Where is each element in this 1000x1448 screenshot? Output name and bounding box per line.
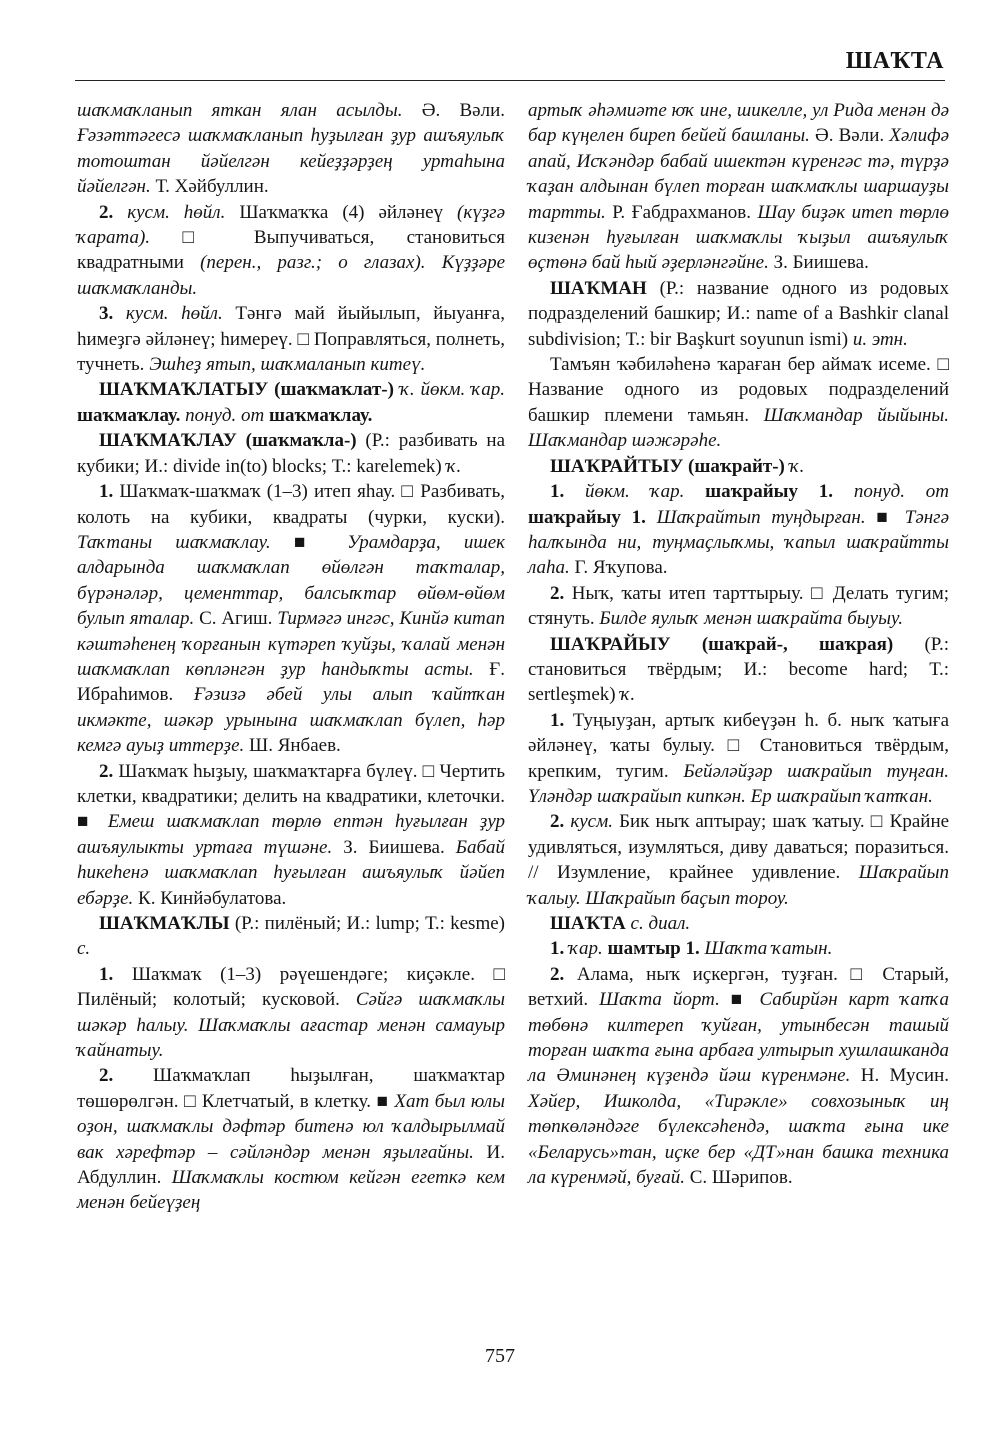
sense-number: 2.	[550, 582, 565, 604]
headword: ШАҠМАҠЛЫ	[99, 913, 230, 934]
square-outline-icon: □	[493, 963, 506, 985]
headword: ШАҠТА	[550, 913, 626, 934]
gloss: (күҙгә ҡарата).	[77, 201, 506, 249]
definition: Ныҡ, ҡаты итеп тарттырыу.	[571, 582, 804, 604]
square-outline-icon: □	[184, 1090, 197, 1112]
cross-reference: шамтыр 1.	[607, 938, 700, 960]
grammar-label: понуд. от	[853, 481, 949, 503]
square-filled-icon: ■	[77, 811, 96, 833]
citation: Шаҡмаҡлы костюм кейгән егеткә кем менән бейеүҙең	[77, 1167, 505, 1214]
headword: ШАҠМАҠЛАУ	[99, 430, 237, 452]
source: Ғ. Ибраһимов.	[77, 658, 505, 706]
translation-ru: Клетчатый, в клетку.	[201, 1090, 372, 1112]
example: Таҡтаны шаҡмаҡлау.	[77, 531, 271, 553]
citation: Тирмәгә ингәс, Кинйә китап кәштәһенең ҡорғанын күтәреп ҡуйҙы, ҡалай менән шаҡмаҡлап көпләнгән ҙур һандыҡты асты.	[77, 608, 506, 680]
citation: Ғәзизә әбей улы алып ҡайтҡан икмәкте, шәкәр урынына шаҡмаҡлап бүлеп, һәр кемгә ауыҙ иттерҙе.	[77, 684, 506, 757]
translation-ru: Чертить клетки, квадратики; делить на квадратики, клеточки.	[77, 760, 506, 807]
grammar-label: с. диал.	[630, 913, 691, 934]
example: Шаҡрайып ҡалыу.	[528, 862, 949, 909]
sense	[77, 1063, 505, 1215]
translation-ru: Поправляться, полнеть, тучнеть.	[77, 328, 506, 376]
square-filled-icon: ■	[293, 531, 324, 553]
square-outline-icon: □	[810, 582, 826, 604]
sense-number: 2.	[550, 963, 565, 985]
sense	[528, 809, 949, 911]
cross-reference: шаҡмаҡлау.	[77, 404, 181, 426]
entry-continuation	[528, 98, 949, 276]
translation-ru: Становиться твёрдым, крепким, тугим.	[528, 735, 949, 782]
square-outline-icon: □	[297, 328, 310, 350]
citation: Тәнгә һалҡында ни, туңмаҫлыҡмы, ҡапыл шаҡрайтты лаһа.	[528, 506, 950, 579]
translation-ru: Пилёный; колотый; кусковой.	[77, 989, 340, 1011]
example: Ғәзәттәгесә шаҡмаҡланып һуҙылған ҙур ашъяулыҡ тотоштан йәйелгән кейеҙҙәрҙең уртаһына йәйелгән.	[77, 125, 505, 198]
headword: ШАҠМАН	[550, 277, 647, 299]
source: З. Биишева.	[773, 252, 869, 274]
example: Сәйгә шаҡмаҡлы шәкәр һалыу.	[77, 989, 505, 1036]
sense-number: 2.	[99, 201, 114, 223]
sense	[528, 962, 949, 1191]
square-outline-icon: □	[870, 811, 884, 833]
example: шаҡмаҡланып яткан ялан асылды.	[77, 100, 403, 121]
citation: Хат был юлы оҙон, шаҡмаҡлы дәфтәр битенә юл ҡалдырылмай вак хәрефтәр – сәйләндәр менән яҙылғайны.	[77, 1090, 506, 1163]
square-outline-icon: □	[937, 354, 949, 376]
grammar-label: ҡар.	[569, 938, 603, 960]
definition: Алама, ныҡ иҫкергән, туҙған.	[576, 963, 838, 985]
definition: Тәнгә май йыйылып, йыуанға, һимеҙгә әйләнеү; һимереү.	[77, 303, 505, 350]
definition: Шаҡмаҡлап һыҙылған, шаҡмаҡтар төшөрөлгән.	[77, 1065, 505, 1112]
grammar-label: йөкм. ҡар.	[585, 481, 685, 503]
citation: Хәйер, Ишколда, «Тирәкле» совхозыныҡ иң төпкөләндәге бүлексәһендә, шаҡта ғына ике «Беларусь»тан, иҫке бер «ДТ»нан башка техника ла күренмәй, буғай.	[528, 1090, 949, 1189]
definition: Туңыуҙан, артыҡ кибеүҙән һ. б. ныҡ ҡатыға әйләнеү, ҡаты булыу.	[528, 709, 950, 757]
usage-note: (перен., разг.; о глазах).	[200, 252, 426, 274]
grammar-label: ҡ.	[446, 455, 462, 477]
source: Ш. Янбаев.	[249, 735, 341, 757]
sense	[77, 301, 505, 377]
cross-reference: шаҡрайыу 1.	[705, 481, 834, 503]
entry-continuation	[77, 98, 505, 200]
example: Шаҡта ҡатын.	[704, 938, 833, 960]
stem: (шаҡрайт-)	[688, 455, 785, 477]
definition: Шаҡмаҡ (1–3) рәүешендәге; киҫәкле.	[131, 963, 475, 985]
headword: ШАҠМАҠЛАТЫУ	[99, 379, 269, 401]
source: С. Шәрипов.	[689, 1167, 793, 1189]
sense-number: 1.	[550, 481, 565, 503]
definition: Шаҡмаҡ-шаҡмаҡ (1–3) итеп яһау.	[119, 481, 396, 503]
translation-ru: Крайне удивляться, изумляться, диву даваться; поразиться. // Изумление, крайнее удивление.	[528, 811, 950, 884]
sense-number: 1.	[550, 709, 565, 731]
sense-number: 2.	[550, 811, 565, 833]
citation: Сабирйән карт ҡапҡа төбөнә килтереп ҡуйған, утынбесән ташый торған шаҡта ғына арбаға ултырып хушлашканда ла Әминәнең күҙендә йәш күренмәне.	[528, 989, 949, 1087]
entry	[77, 911, 505, 962]
definition: Шаҡмаҡҡа (4) әйләнеү	[239, 201, 444, 223]
left-column	[77, 98, 505, 1216]
entry	[528, 454, 949, 479]
sense-number: 3.	[99, 303, 114, 325]
square-outline-icon: □	[850, 963, 870, 985]
header-rule	[75, 80, 945, 81]
stem: (шаҡрай-, шаҡрая)	[701, 633, 894, 655]
source: З. Биишева.	[343, 836, 445, 858]
definition: Тамъян ҡәбиләһенә ҡараған бер аймаҡ исеме.	[550, 354, 931, 376]
sense-number: 1.	[99, 481, 114, 503]
entry	[528, 276, 949, 352]
sense	[77, 962, 505, 1064]
translation-ru: Выпучиваться, становиться квадратными	[77, 227, 506, 274]
square-outline-icon: □	[727, 735, 748, 757]
grammar-label: кусм. һөйл.	[125, 303, 223, 325]
translation-ru: Старый, ветхий.	[528, 963, 949, 1011]
grammar-label: ҡ. йөкм. ҡар.	[399, 379, 505, 401]
source: Н. Мусин.	[860, 1065, 949, 1087]
grammar-label: ҡ.	[620, 684, 636, 706]
source: Ә. Вәли.	[421, 100, 505, 121]
sense-number: 2.	[99, 760, 114, 782]
example: Ер шаҡрайып ҡатҡан.	[750, 785, 933, 807]
stem: (шаҡмаҡла-)	[245, 430, 357, 452]
citation: Урамдарҙа, ишек алдарында шаҡмаҡлап өйөлгән таҡталар, бүрәнәләр, цементтар, балсыҡтар өйөм-өйөм булып яталар.	[77, 531, 506, 630]
translations: (Р.: название одного из родовых подразделений башкир; И.: name of a Bashkir clanal subdivision; Т.: bir Başkurt soyunun ismi)	[528, 277, 950, 350]
grammar-label: ҡ.	[789, 455, 805, 477]
entry	[528, 911, 949, 936]
square-filled-icon: ■	[730, 989, 749, 1011]
entry	[77, 428, 505, 479]
example: Эшһеҙ ятып, шаҡмаланып китеү.	[149, 354, 426, 376]
sense	[77, 200, 505, 302]
sense	[528, 936, 949, 961]
running-head: ШАҠТА	[845, 48, 944, 74]
sense	[528, 581, 949, 632]
grammar-label: кусм.	[570, 811, 613, 833]
example: Бейәләйҙәр шаҡрайып туңған.	[683, 760, 950, 782]
example: Шаҡмаҡлы ағастар менән самауыр ҡайнатыу.	[77, 1014, 505, 1062]
sense	[528, 479, 949, 581]
source: Р. Ғабдрахманов.	[612, 201, 752, 223]
sense-number: 1.	[550, 938, 565, 960]
stem: (шаҡмаҡлат-)	[274, 379, 394, 401]
translations: (Р.: становиться твёрдым; И.: become hard; Т.: sertleşmek)	[528, 633, 949, 706]
source: Г. Яҡупова.	[574, 557, 668, 579]
sense	[528, 708, 949, 810]
sense-number: 2.	[99, 1065, 114, 1087]
example: Шаҡрайып баҫып тороу.	[585, 887, 789, 909]
translation-ru: Делать тугим; стянуть.	[528, 582, 950, 630]
source: Ә. Вәли.	[815, 125, 885, 147]
source: С. Агиш.	[199, 608, 273, 630]
translations: (Р.: пилёный; И.: lump; Т.: kesme)	[234, 913, 505, 934]
source: К. Кинйәбулатова.	[138, 887, 287, 909]
sense-number: 1.	[99, 963, 114, 985]
definition: Шаҡмаҡ һыҙыу, шаҡмаҡтарға бүлеү.	[118, 760, 418, 782]
example: Шаҡмандар шәжәрәһе.	[528, 430, 722, 452]
example: Күҙҙәре шаҡмаҡланды.	[77, 252, 506, 299]
translations: (Р.: разбивать на кубики; И.: divide in(to) blocks; Т.: karelemek)	[77, 430, 506, 477]
example: Билде яулыҡ менән шаҡрайта быуыу.	[599, 608, 903, 630]
translation-ru: Название одного из родовых подразделений башкир племени тамьян.	[528, 379, 949, 426]
cross-reference: шаҡмаҡлау.	[269, 404, 373, 426]
headword: ШАҠРАЙЫУ	[550, 633, 671, 655]
grammar-label: и. этн.	[852, 328, 908, 350]
example: Шаҡта йорт.	[599, 989, 720, 1011]
grammar-label: кусм. һөйл.	[127, 201, 226, 223]
page-number: 757	[485, 1345, 515, 1367]
entry	[77, 377, 505, 428]
citation: Хәлифә апай, Исҡәндәр бабай ишектән күренгәс тә, түрҙә ҡаҙан алдынан бүлеп торған шаҡмаҡлы шаршауҙы тартты.	[528, 125, 950, 223]
translation-ru: Разбивать, колоть на кубики, квадраты (чурки, куски).	[77, 481, 506, 528]
grammar-label: понуд. от	[185, 404, 265, 426]
citation: Емеш шаҡмаҡлап төрлө ептән һуғылған ҙур ашъяулыкты уртаға түшәне.	[77, 811, 506, 858]
square-filled-icon: ■	[376, 1090, 389, 1112]
square-outline-icon: □	[422, 760, 435, 782]
square-outline-icon: □	[401, 481, 415, 503]
source: И. Абдуллин.	[77, 1141, 505, 1189]
source: Т. Хәйбуллин.	[155, 176, 269, 198]
sense	[77, 759, 505, 911]
right-column	[528, 98, 949, 1190]
sense	[528, 352, 949, 454]
grammar-label: с.	[77, 938, 91, 960]
citation: Бабай һикеһенә шаҡмаҡлап һуғылған ашъяулыҡ йәйеп ебәрҙе.	[77, 836, 505, 909]
headword: ШАҠРАЙТЫУ	[550, 455, 684, 477]
definition: Бик ныҡ аптырау; шаҡ ҡатыу.	[619, 811, 865, 833]
sense	[77, 479, 505, 758]
square-outline-icon: □	[182, 227, 222, 249]
example: Шаҡмандар йыйыны.	[763, 404, 949, 426]
cross-reference: шаҡрайыу 1.	[528, 506, 646, 528]
entry	[528, 632, 949, 708]
square-filled-icon: ■	[876, 506, 894, 528]
example: Үләндәр шаҡрайып кипкән.	[528, 785, 746, 807]
citation: артыҡ әһәмиәте юҡ ине, шикелле, ул Рида менән дә бар күңелен биреп бейей башланы.	[528, 100, 949, 147]
citation: Шау биҙәк итеп төрлө кизенән һуғылған шаҡмаҡлы ҡыҙыл ашъяулыҡ өҫтөнә бай һый әҙерләнгәйне.	[528, 201, 949, 274]
example: Шаҡрайтып туңдырған.	[656, 506, 866, 528]
